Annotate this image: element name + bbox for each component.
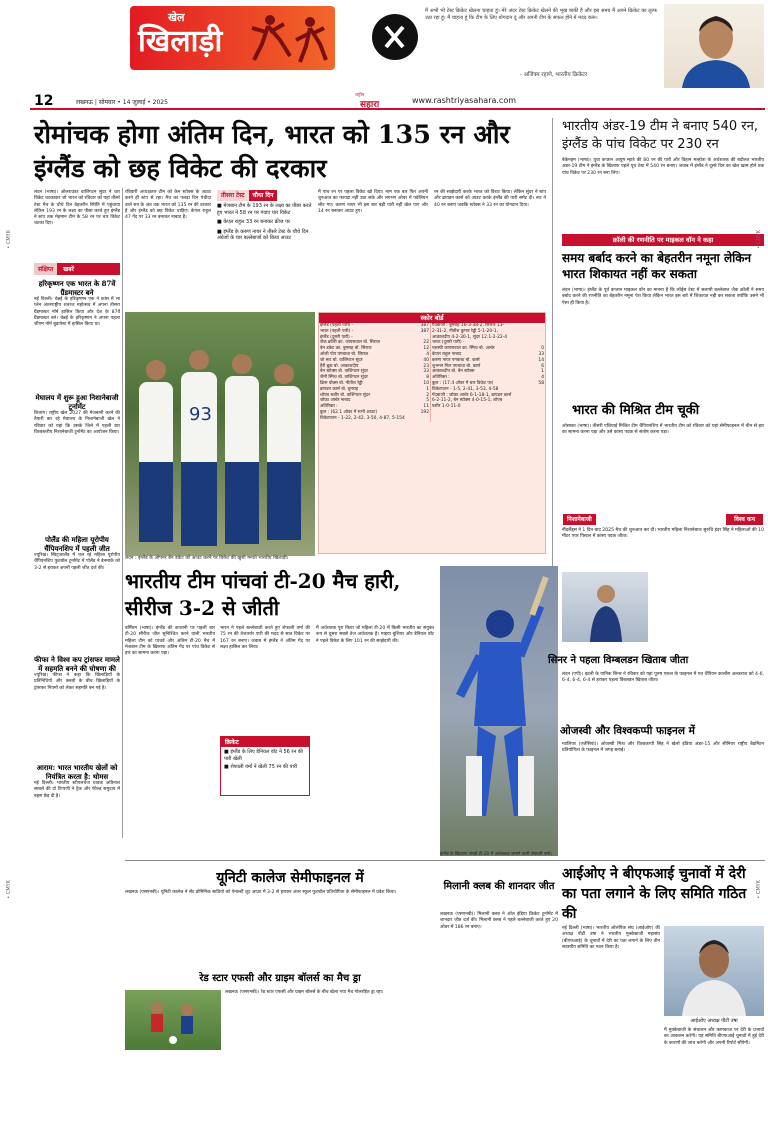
scoreboard-value: 2: [426, 392, 429, 398]
scoreboard-label: आकाशदीप 4-2-30-1, सुंदर 12.1-2-22-4: [432, 334, 508, 340]
brief-item: [34, 655, 120, 759]
scoreboard-value: 4: [426, 351, 429, 357]
test-badge-b: चौथा दिन: [249, 190, 278, 201]
bullet-item: ■ मेजबान टीम के 193 रन के लक्ष्य का पीछा करते हुए भारत ने 58 रन पर गंवाए चार विकेट: [217, 203, 312, 216]
scoreboard-value: 33: [423, 369, 429, 375]
svg-text:93: 93: [189, 404, 212, 425]
factbox-title: क्रिकेट: [221, 737, 309, 747]
masthead-logo-banner: [130, 6, 335, 70]
scoreboard-value: 0: [541, 346, 544, 352]
scoreboard-label: जैमी स्मिथ बो. वाशिंगटन सुंदर: [320, 375, 368, 381]
scoreboard-label: ओली पोप पगबाधा बो. सिराज: [320, 351, 369, 357]
scoreboard-label: 6-2-11-2, बेन स्टोक्स 4-0-15-1, शोएब: [432, 398, 503, 404]
cmyk-mark: • CMYK: [6, 230, 12, 249]
scoreboard-label: करुण नायर पगबाधा बो. कार्स: [432, 357, 480, 363]
brand-logo: सहारा: [360, 100, 380, 110]
factbox-item: ■ इंग्लैंड के लिए डेनियल वॉट ने 56 रन की पारी खेली: [224, 749, 303, 762]
masthead: [0, 0, 768, 88]
folio-date: लखनऊ | सोमवार • 14 जुलाई • 2025: [76, 99, 168, 106]
cricket-celebration-photo: [125, 312, 315, 556]
scoreboard-value: 40: [423, 357, 429, 363]
scoreboard-value: 387: [420, 323, 429, 328]
scoreboard-label: यशस्वी जायसवाल का. स्मिथ बो. आर्चर: [432, 346, 495, 352]
ioa-body-2: मैं मुक्केबाजी के संचालन और कामकाज पर देरी के प्रभावों का आकलन करेगी। यह समिति बीएफआई चुनावों में हुई देरी के कारणों की जांच करेगी और अपनी रिपोर्ट सौंपेगी।: [664, 1028, 766, 1046]
brief-title: मेघालय में शुरू हुआ निशानेबाजी टूर्नामेंट: [35, 393, 119, 411]
scoreboard-value: 23: [423, 363, 429, 369]
scoreboard-value: 8: [426, 375, 429, 381]
t20-body-3: मैं अर्धशतक पूरा किया जो महिला टी-20 में किसी भारतीय का संयुक्त रूप से दूसरा सबसे तेज अर्धशतक है। माइया बुशियर और डेनियल वॉट ने पहले विकेट के लिए 101 रन की साझेदारी की।: [316, 626, 436, 644]
brief-body: नई दिल्ली। चेन्नई के हरिकृष्णन एक ने फ्रांस में ला प्लेन अंतरराष्ट्रीय शतरंज महोत्सव में अपना तीसरा ग्रैंडमास्टर नॉर्म हासिल किया और देश के 87वें ग्रैंडमास्टर बने। चेन्नई के हरिकृष्णन ने अपना पहला जीएम नॉर्म बुडापेस्ट में हासिल किया था।: [34, 297, 122, 328]
scoreboard-label: हैरी ब्रूक बो. आकाशदीप: [320, 363, 359, 369]
cmyk-mark: • CMYK: [756, 230, 762, 249]
test-badge-a: तीसरा टेस्ट: [217, 190, 249, 201]
logo-small-text: खेल: [168, 11, 185, 24]
scoreboard-label: 2-31-2, नीतीश कुमार रेड्डी 5-1-20-1,: [432, 328, 498, 334]
folio-bar: [30, 92, 765, 110]
scoreboard-label: विकेटपतन - 1-5, 2-41, 3-53, 4-58: [432, 386, 499, 392]
column-divider: [552, 118, 553, 628]
sinner-headline: सिनर ने पहला विम्बलडन खिताब जीता: [548, 655, 689, 666]
shooter-photo: [562, 572, 648, 642]
cmyk-mark: • CMYK: [756, 880, 762, 899]
scoreboard-row: [319, 416, 430, 422]
main-body-col1: लंदन (भाषा)। ऑलराउंडर वाशिंगटन सुंदर ने चार विकेट चटकाकर जो भारत को रविवार को यहां तीसरे टेस्ट मैच के चौथे दिन बेहतरीन स्थिति में पहुंचाया लेकिन 193 रन के लक्ष्य का पीछा करते हुए इंग्लैंड ने स्टंप तक मेहमान टीम के 58 रन पर चार विकेट चटका दिए।: [34, 190, 122, 227]
scoreboard-label: गेंदबाजी : जोफ्रा आर्चर 6-1-18-1, ब्रायडन कार्स: [432, 392, 512, 398]
factbox-item: ■ शेफाली वर्मा ने खेली 75 रन की पारी: [224, 764, 298, 770]
scoreboard-value: 4: [541, 375, 544, 381]
scoreboard-label: बेन स्टोक्स बो. वाशिंगटन सुंदर: [320, 369, 368, 375]
u19-body: बेकेनहम (भाषा)। युवा कप्तान आयुष म्हात्रे की 80 रन की पारी और विहान मल्होत्रा के अर्धशतक की बदौलत भारतीय अंडर-19 टीम ने इंग्लैंड के खिलाफ पहले यूथ टेस्ट में 540 रन बनाए। जवाब में इंग्लैंड ने दूसरे दिन का खेल खत्म होने तक पांच विकेट पर 230 रन बना लिए।: [562, 158, 766, 176]
brief-title: हरिकृष्णन एक भारत के 87वें ग्रैंडमास्टर बने: [38, 279, 116, 297]
crawley-headline: समय बर्बाद करने का बेहतरीन नमूना लेकिन भारत शिकायत नहीं कर सकता: [562, 251, 752, 281]
scoreboard-label: क्रिस वोक्स बो. नीतीश रेड्डी: [320, 380, 363, 386]
columnist-photo: [664, 4, 764, 88]
brief-body: शिलांग। राष्ट्रीय खेल 2027 की मेजबानी करने की तैयारी कर रहे मेघालय के निशानेबाजी खेल ने रविवार को यहां कि उसके जिले में पहली बार विश्वस्तरीय निशानेबाजी टूर्नामेंट का आयोजन किया।: [34, 411, 122, 435]
football-photo: [125, 990, 221, 1050]
shooting-badge: [563, 514, 763, 525]
crawley-stripe: क्रॉली की रणनीति पर माइकल वॉन ने कहा: [562, 234, 764, 246]
scoreboard-label: शोएब बशीर बो. वाशिंगटन सुंदर: [320, 392, 371, 398]
scoreboard-label: कुल : (17.4 ओवर में चार विकेट पर): [432, 380, 494, 386]
shafali-verma-photo: [440, 566, 558, 856]
ojas-body: ग्वालियर (एजेंसियां)। ओजस्वी मित्रा और विश्वकप्पी सिंह ने खेलो इंडिया अंडर-15 और सीनियर राष्ट्रीय बैडमिंटन प्रतियोगिता के फाइनल में जगह बनाई।: [562, 742, 766, 754]
main-body-col4: रन की साझेदारी करके भारत को विराट किया। लेकिन सुंदर ने स्टंप और ब्रायडन कार्स को आउट करके इंग्लैंड की पारी समेट दी। रूट ने 40 रन बनाए जबकि स्टोक्स ने 33 रन का योगदान दिया।: [434, 190, 548, 208]
scoreboard-value: 14: [538, 357, 544, 363]
t20-body-1: बर्मिंघम (भाषा)। इंग्लैंड की कप्तानी पर पहली बार टी-20 सीरीज जीत सुनिश्चित करने वाली भारतीय महिला टीम को पांचवें और अंतिम टी-20 मैच में मेजबान टीम के खिलाफ अंतिम गेंद पर पांच विकेट से हार का सामना करना पड़ा।: [125, 626, 217, 657]
unity-body: लखनऊ (एसएनबी)। यूनिटी कालेज ने सेंट डोमिनिक सावियो को पेनाल्टी शूट आउट में 3-2 से हराकर अंतर स्कूल फुटबॉल प्रतियोगिता के सेमीफाइनल में प्रवेश किया।: [125, 890, 397, 895]
redstar-headline: रेड स्टार एफसी और ग्राइम बॉलर्स का मैच ड्रा: [199, 973, 361, 984]
scoreboard-value: 6: [541, 363, 544, 369]
cricket-photo-caption: लंदन : इंग्लैंड के ओपनर बेन डकेट को आउट करने पर विकेट की खुशी मनाते भारतीय खिलाड़ी।: [125, 556, 289, 561]
test-badge: [217, 190, 311, 201]
scoreboard-label: भारत (पहली पारी) -: [320, 328, 354, 334]
scoreboard-label: अतिरिक्त :: [320, 404, 338, 410]
page-number: 12: [34, 93, 54, 109]
scoreboard-label: कुल : (62.1 ओवर में सभी आउट): [320, 409, 378, 415]
website-link[interactable]: www.rashtriyasahara.com: [412, 96, 517, 105]
masthead-quote: मैं अभी भी टेस्ट क्रिकेट खेलना चाहता हूं। मेरे अंदर टेस्ट क्रिकेट खेलने की भूख बाकी है और इस समय मैं अपने क्रिकेट का लुत्फ उठा रहा हूं। मैं चाहता हूं कि टीम के लिए योगदान दूं और अपनी टीम के सफल होने में मदद करूं।: [425, 8, 659, 21]
shafali-photo-caption: इंग्लैंड के खिलाफ पांचवें टी-20 में अर्धशतक जमाने वाली शेफाली वर्मा।: [440, 852, 552, 857]
scoreboard-value: 1: [541, 369, 544, 375]
mixed-team-headline: भारत की मिश्रित टीम चूकी: [572, 403, 700, 418]
x-logo-icon: [372, 14, 418, 60]
t20-factbox: [220, 736, 310, 796]
pt-usha-caption: आईओए अध्यक्ष पीटी उषा: [690, 1018, 738, 1024]
unity-headline: यूनिटी कालेज सेमीफाइनल में: [216, 870, 364, 886]
scoreboard-value: 22: [423, 340, 429, 346]
scoreboard-value: 387: [420, 328, 429, 334]
section-rule: [125, 860, 765, 861]
scoreboard-label: जोफ्रा आर्चर नाबाद: [320, 398, 351, 404]
brief-body: नई दिल्ली। भारतीय स्टीपलचेज धावक अविनाश साबले की दो टिप्पणी ने ट्रैक और फील्ड समुदाय में बहस छेड़ दी है।: [34, 781, 122, 799]
sinner-body: लंदन (एपी)। इटली के यानिक सिनर ने रविवार को यहां पुरुष एकल के फाइनल में गत चैंपियन कार्लोस अल्कराज को 4-6, 6-4, 6-4, 6-4 से हराकर पहला विंबलडन खिताब जीता।: [562, 672, 766, 684]
scoreboard-value: 192: [420, 409, 429, 415]
brief-item: [34, 535, 120, 651]
scoreboard-value: 58: [538, 380, 544, 386]
scoreboard-label: जो रूट बो. वाशिंगटन सुंदर: [320, 357, 363, 363]
scoreboard-value: 33: [538, 351, 544, 357]
quote-author: - अजिंक्य रहाणे, भारतीय क्रिकेटर: [520, 72, 588, 78]
briefs-ribbon: [34, 263, 120, 275]
brand-small: राष्ट्रीय: [355, 93, 365, 98]
ioa-headline: आईओए ने बीएफआई चुनावों में देरी का पता लगाने के लिए समिति गठित की: [562, 866, 747, 922]
t20-headline: भारतीय टीम पांचवां टी-20 मैच हारी, सीरीज 3-2 से जीती: [125, 569, 401, 620]
scoreboard-label: इंग्लैंड (पहली पारी) -: [320, 323, 354, 328]
main-body-col3: मैं पांच रन पर पहला विकेट खो दिया। नाम एक बार फिर अपनी शुरुआत का फायदा नहीं उठा सके और लगभग ओवर में पवेलियन लौट गए। करुण नायर भी इस बार बड़ी पारी नहीं खेल पाए और 14 रन बनाकर आउट हुए।: [318, 190, 430, 214]
scoreboard-value: 12: [423, 346, 429, 352]
pt-usha-photo: [664, 926, 764, 1016]
scoreboard-label: केएल राहुल नाबाद: [432, 351, 462, 357]
main-bullets: [217, 203, 312, 263]
ribbon-a: संक्षिप्त: [34, 263, 57, 275]
brief-body: ज्यूरिख। स्विट्जरलैंड में चल रहे महिला यूरोपीय चैंपियनशिप फुटबॉल टूर्नामेंट में पोलैंड ने डेनमार्क को 3-2 से हराकर अपनी पहली जीत दर्ज की।: [34, 553, 122, 571]
crawley-body: लंदन (भाषा)। इंग्लैंड के पूर्व कप्तान माइकल वॉन का मानना है कि लॉर्ड्स टेस्ट में सलामी बल्लेबाज जैक क्रॉली ने समय बर्बाद करने की रणनीति का बेहतरीन नमूना पेश किया लेकिन भारत इस बारे में शिकायत नहीं कर सकता क्योंकि उसने भी ऐसा ही किया है।: [562, 288, 766, 306]
main-body-col2: रविवारी अध्यक्षतार टीम को केन स्टोक्स के आउट करने ही स्टंप से रहा। मैच का पलड़ा दिन पेचीदा वाले सत्र के अंत तक भारत को 135 रन की दरकार है और इंग्लैंड को छह विकेट चाहिए। केएल राहुल 47 गेंद पर 33 रन बनाकर नाबाद हैं।: [125, 190, 213, 221]
scoreboard-row: [431, 404, 545, 410]
scoreboard-label: गेंदबाजी : बुमराह 16-3-38-2, सिराज 13-: [432, 323, 505, 328]
ioa-body: नई दिल्ली (भाषा)। भारतीय ओलंपिक संघ (आईओए) की अध्यक्ष पीटी उषा ने भारतीय मुक्केबाजी महासंघ (बीएफआई) के चुनावों में देरी का पता लगाने के लिए तीन सदस्यीय समिति का गठन किया है।: [562, 926, 662, 950]
bullet-item: ■ केएल राहुल 33 रन बनाकर क्रीज पर: [217, 219, 290, 225]
scoreboard: [318, 312, 546, 554]
shooting-body: नींदर्लैंड्स ने 1 दिन बाद 2025 मैच की शुरुआत कर दी। भारतीय महिला निशानेबाज सुरुचि इंदर सिंह ने महिलाओं की 10 मीटर एयर पिस्टल में कांस्य पदक जीता।: [562, 528, 766, 540]
scoreboard-label: जैक क्रॉली का. जायसवाल बो. सिराज: [320, 340, 380, 346]
column-divider: [122, 188, 123, 838]
scoreboard-value: 1: [426, 386, 429, 392]
scoreboard-label: इंग्लैंड (दूसरी पारी) -: [320, 334, 353, 340]
badge-shooting: निशानेबाजी: [563, 514, 596, 525]
scoreboard-label: ब्रायडन कार्स बो. बुमराह: [320, 386, 359, 392]
briefs-column: [34, 279, 120, 845]
redstar-body: लखनऊ (एसएनबी)। रेड स्टार एफसी और ग्राइम बॉलर्स के बीच खेला गया मैच गोलरहित ड्रा रहा।: [225, 990, 384, 995]
bullet-item: ■ इंग्लैंड के करुण नायर ने तीसरे टेस्ट के चौथे दिन अंग्रेजों के चार बल्लेबाजों को किया आउट: [217, 228, 309, 241]
main-headline: रोमांचक होगा अंतिम दिन, भारत को 135 रन और इंग्लैंड को छह विकेट की दरकार: [34, 120, 510, 184]
brief-item: [34, 393, 120, 531]
milani-headline: मिलानी क्लब की शानदार जीत: [443, 881, 555, 892]
scoreboard-right-table: [431, 323, 545, 410]
badge-worldcup: विश्व कप: [726, 514, 763, 525]
u19-headline: भारतीय अंडर-19 टीम ने बनाए 540 रन, इंग्लैंड के पांच विकेट पर 230 रन: [562, 119, 758, 152]
scoreboard-value: 11: [423, 404, 429, 410]
scoreboard-label: आकाशदीप बो. बेन स्टोक्स: [432, 369, 475, 375]
scoreboard-label: बशीर 1-0-11-0: [432, 404, 461, 410]
scoreboard-label: अतिरिक्त :: [432, 375, 450, 381]
cmyk-mark: • CMYK: [6, 880, 12, 899]
brief-item: [34, 279, 120, 389]
ribbon-b: खबरें: [57, 263, 120, 275]
scoreboard-value: [418, 416, 430, 422]
t20-body-2: भारत ने पहले बल्लेबाजी करते हुए शेफाली वर्मा की 75 रन की तेजतर्रार पारी की मदद से सात विकेट पर 167 रन बनाए। जवाब में इंग्लैंड ने अंतिम गेंद पर लक्ष्य हासिल कर लिया।: [220, 626, 312, 650]
scoreboard-value: 5: [426, 398, 429, 404]
player-silhouette-icon: [250, 10, 330, 66]
scoreboard-left-table: [319, 323, 430, 422]
scoreboard-label: बेन डकेट का. बुमराह बो. सिराज: [320, 346, 372, 352]
brief-item: [34, 763, 120, 861]
scoreboard-label: विकेटपतन - 1-22, 2-42, 3-50, 4-87, 5-154: [320, 415, 405, 421]
scoreboard-label: शुभमन गिल पगबाधा बो. कार्स: [432, 363, 481, 369]
brief-title: फीफा ने विश्व कप ट्रांसफर मामले में सहमति बनने की घोषणा की: [34, 655, 120, 673]
scoreboard-label: भारत (दूसरी पारी) -: [432, 340, 465, 346]
brief-title: आराम: भारत भारतीय खेलों को नियंत्रित करता है: थोमस: [36, 763, 118, 781]
scoreboard-value: [535, 404, 545, 410]
brief-title: पोलैंड की महिला यूरोपीय चैंपियनशिप में पहली जीत: [44, 535, 110, 553]
scoreboard-value: 10: [423, 380, 429, 386]
milani-body: लखनऊ (एसएनबी)। मिलानी क्लब ने ऑल इंडिया क्रिकेट टूर्नामेंट में शानदार जीत दर्ज की। मिलानी क्लब ने पहले बल्लेबाजी करते हुए 20 ओवर में 186 रन बनाए।: [440, 912, 560, 930]
brief-body: ज्यूरिख। फीफा ने कहा कि खिलाड़ियों के प्रतिनिधियों और क्लबों के बीच खिलाड़ियों के ट्रांसफर नियमों को लेकर सहमति बन गई है।: [34, 673, 122, 691]
ojas-headline: ओजस्वी और विश्वकप्पी फाइनल में: [560, 725, 695, 737]
mixed-team-body: ओसाका (भाषा)। तीसरी एशियाई मिश्रित टीम चैंपियनशिप में भारतीय टीम को रविवार को यहां सेमीफाइनल में चीन से हार का सामना करना पड़ा और उसे कांस्य पदक से संतोष करना पड़ा।: [562, 424, 766, 436]
logo-big-text: खिलाड़ी: [138, 24, 223, 59]
scoreboard-title: स्कोर बोर्ड: [319, 313, 545, 323]
